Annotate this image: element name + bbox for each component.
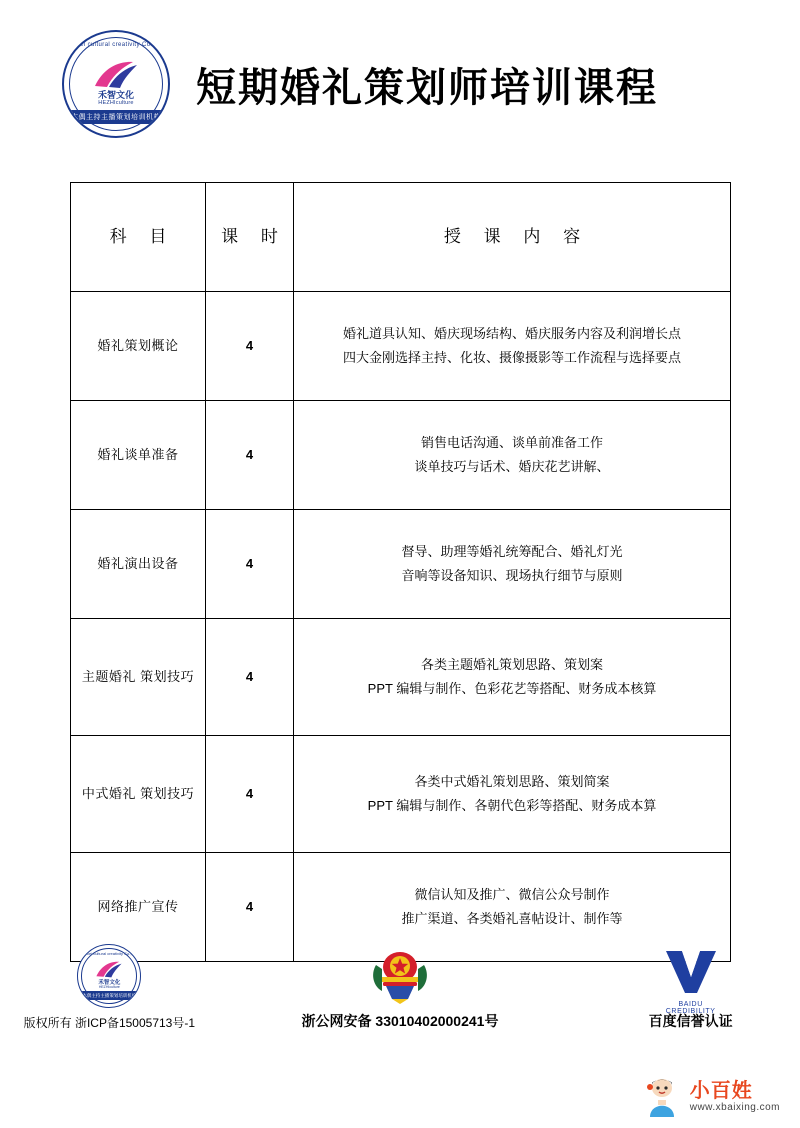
subject-line: 主题婚礼 (81, 668, 136, 684)
table-row (71, 619, 731, 736)
watermark-text (690, 1080, 780, 1113)
subject-line: 网络推广宣传 (97, 898, 179, 914)
cell-content (294, 292, 731, 401)
table-header-row (71, 183, 731, 292)
course-table-wrapper (0, 182, 800, 962)
footer-item-police (291, 947, 510, 1031)
document-footer (0, 944, 800, 1064)
cell-hours: 4 (206, 401, 294, 510)
content-line: 销售电话沟通、谈单前准备工作 (420, 434, 603, 450)
cell-hours: 4 (206, 736, 294, 853)
baidu-sub-label: BAIDU CREDIBILITY (665, 1001, 716, 1015)
footer-item-icp (0, 944, 219, 1031)
column-header-subject: 科 目 (71, 183, 206, 292)
cell-subject (71, 736, 206, 853)
cell-content (294, 736, 731, 853)
cell-hours: 4 (206, 853, 294, 962)
footer-badges-row (0, 944, 800, 1031)
content-line: PPT 编辑与制作、色彩花艺等搭配、财务成本核算 (367, 681, 657, 696)
company-logo (62, 30, 170, 138)
subject-line: 中式婚礼 (81, 785, 136, 801)
content-line: 各类主题婚礼策划思路、策划案 (420, 656, 603, 672)
cell-content (294, 401, 731, 510)
mascot-icon (640, 1074, 684, 1118)
cell-hours: 4 (206, 292, 294, 401)
table-header (71, 183, 731, 292)
swoosh-icon (95, 960, 123, 978)
site-watermark (640, 1074, 780, 1118)
cell-subject (71, 401, 206, 510)
cell-subject (71, 292, 206, 401)
logo-en-name: HEZHIculture (98, 100, 134, 106)
footer-item-baidu (581, 947, 800, 1031)
content-line: 推广渠道、各类婚礼喜帖设计、制作等 (401, 911, 623, 926)
content-line: 谈单技巧与话术、婚庆花艺讲解、 (414, 459, 610, 474)
content-line: PPT 编辑与制作、各朝代色彩等搭配、财务成本算 (367, 798, 657, 813)
subject-line: 婚礼谈单准备 (97, 446, 179, 462)
content-line: 各类中式婚礼策划思路、策划简案 (414, 773, 610, 789)
subject-line: 婚礼演出设备 (97, 555, 179, 571)
subject-line: 策划技巧 (140, 668, 195, 684)
watermark-url: www.xbaixing.com (689, 1101, 780, 1113)
column-header-hours: 课 时 (206, 183, 294, 292)
company-seal-icon (77, 944, 141, 1008)
table-row (71, 510, 731, 619)
police-record-text: 浙公网安备 33010402000241号 (301, 1013, 499, 1029)
content-line: 婚礼道具认知、婚庆现场结构、婚庆服务内容及利润增长点 (342, 325, 681, 341)
baidu-credibility-text: 百度信誉认证 (648, 1013, 733, 1029)
cell-subject (71, 510, 206, 619)
table-row (71, 736, 731, 853)
icp-license-text: 版权所有 浙ICP备15005713号-1 (23, 1016, 196, 1030)
seal-band-text: 木偶主持主播策划培训机构 (78, 991, 140, 1000)
column-header-content: 授 课 内 容 (294, 183, 731, 292)
swoosh-icon (93, 59, 139, 89)
seal-arc-text: Hebei cultural creativity Co.,Ltd (81, 951, 137, 956)
cell-hours: 4 (206, 510, 294, 619)
seal-cn-name: 禾智文化 (98, 980, 121, 986)
cell-hours: 4 (206, 619, 294, 736)
table-row (71, 401, 731, 510)
page-title: 短期婚礼策划师培训课程 (196, 63, 658, 111)
cell-content (294, 619, 731, 736)
table-row (71, 292, 731, 401)
cell-subject (71, 619, 206, 736)
subject-line: 婚礼策划概论 (97, 337, 179, 353)
content-line: 四大金刚选择主持、化妆、摄像摄影等工作流程与选择要点 (342, 350, 681, 365)
content-line: 音响等设备知识、现场执行细节与原则 (401, 568, 623, 583)
cell-content (294, 510, 731, 619)
content-line: 微信认知及推广、微信公众号制作 (414, 886, 610, 902)
subject-line: 策划技巧 (140, 785, 195, 801)
seal-en-name: HEZHIculture (98, 985, 120, 989)
baidu-credibility-icon (656, 947, 726, 1015)
content-line: 督导、助理等婚礼统筹配合、婚礼灯光 (401, 543, 623, 559)
course-table (70, 182, 731, 962)
logo-band-text: 木偶主持主播策划培训机构 (64, 110, 168, 124)
logo-cn-name: 禾智文化 (97, 90, 134, 100)
watermark-title: 小百姓 (689, 1079, 753, 1102)
document-header (0, 0, 800, 121)
police-emblem-icon (370, 947, 430, 1005)
table-body (71, 292, 731, 962)
logo-arc-text: Hebei cultural creativity Co.,Ltd (67, 42, 165, 48)
